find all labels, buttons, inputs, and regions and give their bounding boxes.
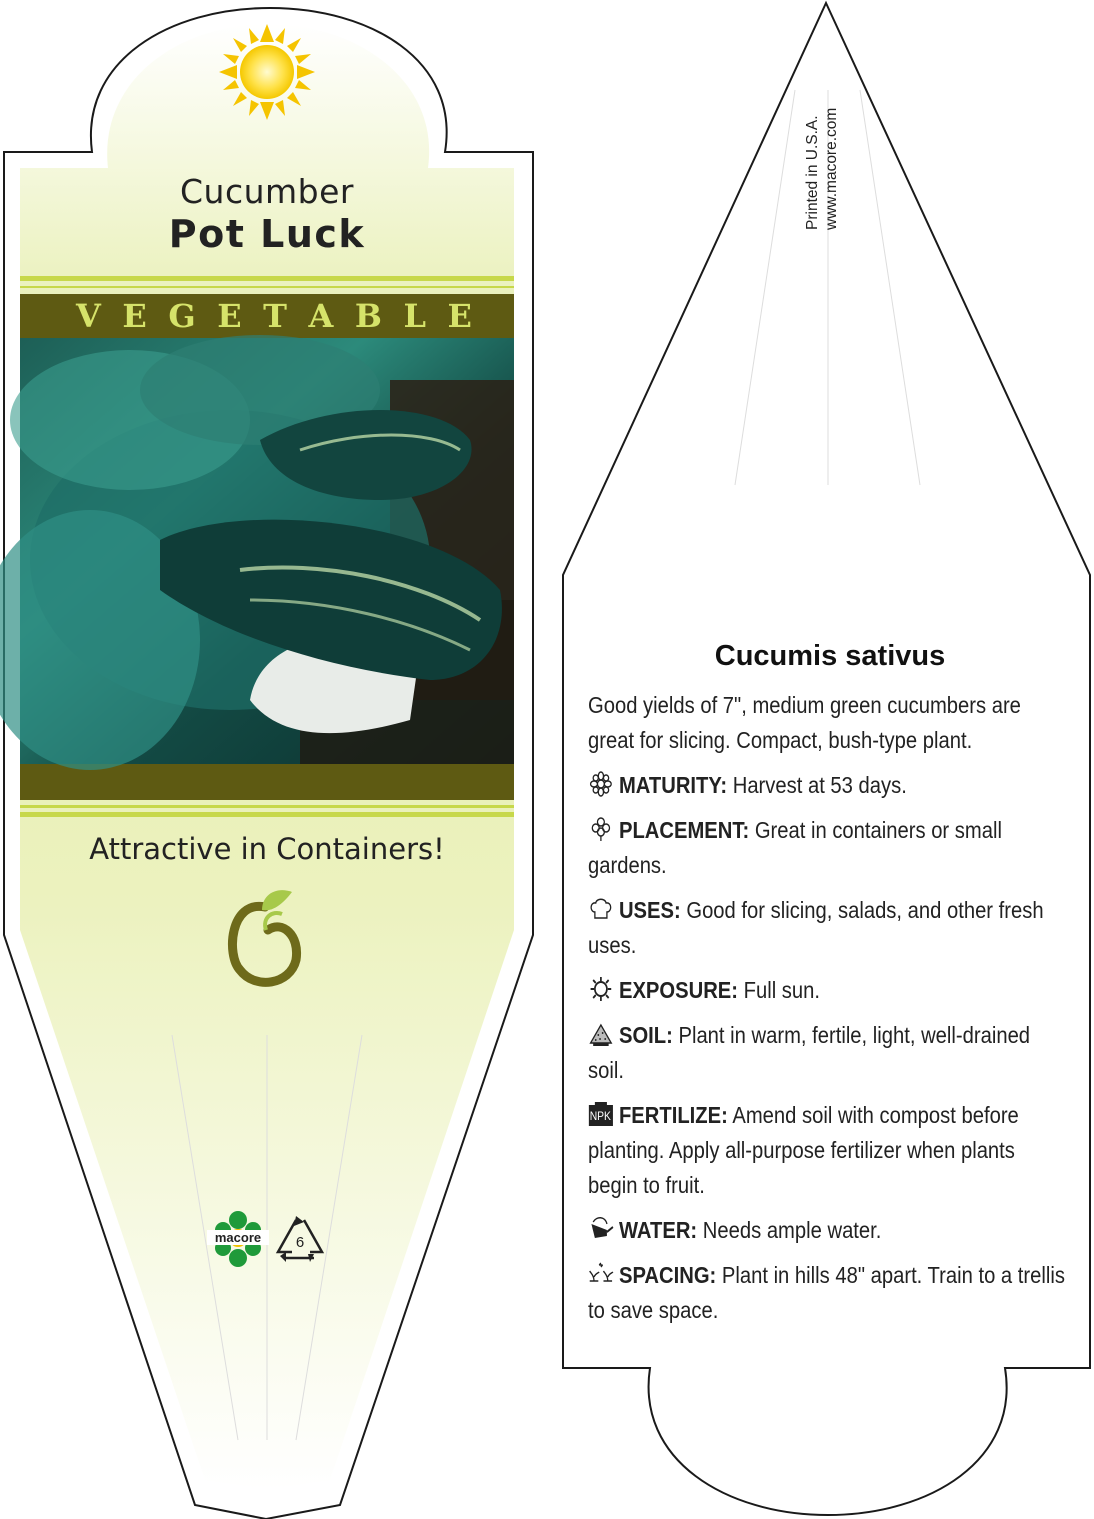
care-label: USES:	[618, 897, 681, 923]
care-text: Full sun.	[743, 977, 821, 1003]
care-item-placement	[588, 813, 1070, 883]
watering-can-icon	[588, 1216, 614, 1242]
category-letter: E	[122, 297, 147, 335]
care-item-spacing	[588, 1258, 1070, 1328]
care-text: Needs ample water.	[702, 1217, 882, 1243]
category-letter: G	[168, 297, 196, 335]
care-text: Plant in warm, fertile, light, well-drained soil.	[588, 1022, 1031, 1083]
category-letter: V	[76, 297, 101, 335]
care-text: Harvest at 53 days.	[732, 772, 907, 798]
care-item-uses	[588, 893, 1070, 963]
care-label: SOIL:	[618, 1022, 673, 1048]
care-text: Good for slicing, salads, and other fresh uses.	[588, 897, 1044, 958]
botanical-name: Cucumis sativus	[714, 640, 946, 672]
brand-name: macore	[207, 1230, 269, 1245]
care-text: Amend soil with compost before planting. Apply all-purpose fertilizer when plants begin to fruit.	[588, 1102, 1019, 1198]
category-letter: T	[263, 297, 287, 335]
care-item-maturity	[588, 768, 1070, 803]
shrub-icon	[588, 816, 614, 842]
printed-in: Printed in U.S.A.	[804, 115, 821, 230]
tagline: Attractive in Containers!	[89, 832, 445, 866]
npk-icon	[588, 1101, 614, 1127]
category-letter: E	[217, 297, 242, 335]
category-letter: L	[403, 297, 426, 335]
npk-label: NPK	[589, 1109, 611, 1123]
care-label: FERTILIZE:	[618, 1102, 728, 1128]
care-label: EXPOSURE:	[618, 977, 739, 1003]
variety-name: Pot Luck	[168, 212, 366, 256]
printer-info	[803, 65, 843, 230]
care-label: WATER:	[618, 1217, 698, 1243]
website: www.macore.com	[823, 107, 840, 230]
description: Good yields of 7", medium green cucumbers are great for slicing. Compact, bush-type plant.	[588, 692, 1021, 753]
soil-icon	[588, 1021, 614, 1047]
care-item-soil	[588, 1018, 1070, 1088]
sun-icon	[219, 24, 315, 120]
chef-hat-icon	[588, 896, 614, 922]
category-letter: B	[354, 297, 382, 335]
category-band	[20, 296, 512, 336]
care-label: PLACEMENT:	[618, 817, 750, 843]
recycle-code: 6	[295, 1234, 305, 1251]
category-letter: E	[447, 297, 472, 335]
care-label: MATURITY:	[618, 772, 728, 798]
spacing-icon	[588, 1261, 614, 1287]
care-label: SPACING:	[618, 1262, 717, 1288]
flower-icon	[588, 771, 614, 797]
care-text: Plant in hills 48" apart. Train to a trellis to save space.	[588, 1262, 1065, 1323]
care-text: Great in containers or small gardens.	[588, 817, 1002, 878]
common-name: Cucumber	[180, 172, 354, 211]
category-letter: A	[308, 297, 334, 335]
sun-outline-icon	[588, 976, 614, 1002]
care-info	[588, 688, 1070, 1338]
cucumber-photo	[0, 335, 514, 770]
care-item-fertilize	[588, 1098, 1070, 1203]
care-item-water	[588, 1213, 1070, 1248]
care-item-exposure	[588, 973, 1070, 1008]
